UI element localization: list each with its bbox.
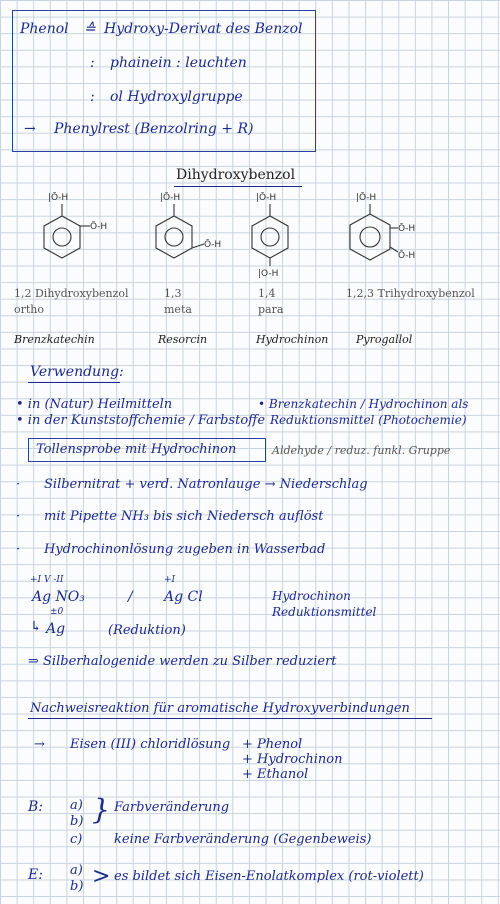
tollens-note: Aldehyde / reduz. funkl. Gruppe bbox=[272, 444, 451, 457]
step-silbernitrat: Silbernitrat + verd. Natronlauge → Niederschlag bbox=[44, 477, 368, 492]
verwendung-underline bbox=[28, 382, 120, 383]
use-heilmittel: • in (Natur) Heilmitteln bbox=[16, 397, 173, 412]
bullet-dot: · bbox=[16, 509, 21, 524]
arrow-icon: → bbox=[24, 121, 36, 137]
formula-agno3: Ag NO₃ bbox=[32, 589, 85, 605]
svg-text:|Ō-H: |Ō-H bbox=[256, 193, 277, 203]
colon-2: : bbox=[90, 89, 95, 105]
label-b: B: bbox=[28, 799, 44, 815]
use-reduktionsmittel-1: • Brenzkatechin / Hydrochinon als bbox=[258, 397, 469, 411]
label-para-position: 1,4 bbox=[258, 287, 276, 300]
angle-symbol: > bbox=[92, 864, 111, 889]
svg-text:Ō-H: Ō-H bbox=[398, 224, 416, 234]
label-ortho-position: 1,2 Dihydroxybenzol bbox=[14, 287, 129, 300]
colon-1: : bbox=[90, 55, 95, 71]
oh-top-label: |Ō-H bbox=[48, 193, 69, 203]
bullet-dot: · bbox=[16, 477, 21, 492]
step-pipette: mit Pipette NH₃ bis sich Niedersch auflöst bbox=[44, 509, 324, 524]
slash: / bbox=[128, 589, 133, 605]
reagent-text: Eisen (III) chloridlösung bbox=[70, 737, 231, 752]
label-meta-position: 1,3 bbox=[164, 287, 182, 300]
svg-text:|Ō-H: |Ō-H bbox=[356, 193, 377, 203]
oh-side-label: Ō-H bbox=[90, 222, 108, 232]
reduktionsmittel-label: Reduktionsmittel bbox=[272, 605, 377, 619]
plus-phenol: + Phenol bbox=[242, 737, 303, 752]
reduktion-label: (Reduktion) bbox=[108, 623, 186, 638]
bullet-dot: · bbox=[16, 542, 21, 557]
svg-text:|O-H: |O-H bbox=[258, 269, 279, 279]
label-ortho: ortho bbox=[14, 303, 45, 316]
brace-symbol: } bbox=[92, 793, 110, 826]
term-phenol: Phenol bbox=[20, 21, 69, 37]
b-c-text: keine Farbveränderung (Gegenbeweis) bbox=[114, 832, 372, 847]
nachweis-underline bbox=[28, 718, 432, 719]
definition-text: Hydroxy-Derivat des Benzol bbox=[104, 21, 303, 37]
section-title-verwendung: Verwendung: bbox=[30, 364, 124, 380]
name-brenzkatechin: Brenzkatechin bbox=[14, 333, 95, 346]
result-statement: ⇒ Silberhalogenide werden zu Silber reduziert bbox=[28, 654, 337, 669]
suffix-text: ol Hydroxylgruppe bbox=[110, 89, 243, 105]
hydrochinon-label: Hydrochinon bbox=[272, 589, 351, 603]
name-pyrogallol: Pyrogallol bbox=[356, 333, 413, 346]
svg-text:Ō-H: Ō-H bbox=[398, 251, 416, 261]
e-item-a: a) bbox=[70, 863, 83, 878]
b-item-b: b) bbox=[70, 814, 84, 829]
oxidation-numbers-2: +I bbox=[164, 575, 176, 585]
etymology-text: phainein : leuchten bbox=[110, 55, 247, 71]
label-meta: meta bbox=[164, 303, 192, 316]
svg-text:|Ō-H: |Ō-H bbox=[160, 193, 181, 203]
arrow-icon: → bbox=[34, 737, 45, 752]
correspond-symbol: ≙ bbox=[84, 21, 96, 37]
b-item-a: a) bbox=[70, 798, 83, 813]
b-ab-text: Farbveränderung bbox=[114, 800, 230, 815]
label-para: para bbox=[258, 303, 284, 316]
use-reduktionsmittel-2: Reduktionsmittel (Photochemie) bbox=[270, 413, 467, 427]
product-ag: Ag bbox=[46, 621, 66, 637]
molecule-pyrogallol bbox=[0, 0, 500, 300]
oxidation-zero: ±0 bbox=[50, 607, 64, 617]
name-hydrochinon: Hydrochinon bbox=[256, 333, 329, 346]
name-resorcin: Resorcin bbox=[158, 333, 208, 346]
formula-agcl: Ag Cl bbox=[164, 589, 203, 605]
use-kunststoffchemie: • in der Kunststoffchemie / Farbstoffe bbox=[16, 413, 266, 428]
svg-text:Ō-H: Ō-H bbox=[204, 240, 222, 250]
label-e: E: bbox=[28, 867, 43, 883]
plus-ethanol: + Ethanol bbox=[242, 767, 309, 782]
plus-hydrochinon: + Hydrochinon bbox=[242, 752, 343, 767]
tollens-title: Tollensprobe mit Hydrochinon bbox=[36, 442, 237, 457]
e-text: es bildet sich Eisen-Enolatkomplex (rot-violett) bbox=[114, 869, 424, 884]
b-item-c: c) bbox=[70, 832, 83, 847]
label-trihydroxy: 1,2,3 Trihydroxybenzol bbox=[346, 287, 475, 300]
e-item-b: b) bbox=[70, 879, 84, 894]
section-title-dihydroxybenzol: Dihydroxybenzol bbox=[176, 167, 296, 183]
step-hydrochinon: Hydrochinonlösung zugeben in Wasserbad bbox=[44, 542, 326, 557]
section-title-nachweis: Nachweisreaktion für aromatische Hydroxyverbindungen bbox=[30, 701, 410, 716]
oxidation-numbers-1: +I V -II bbox=[30, 575, 64, 585]
arrow-down-icon: ↳ bbox=[30, 619, 42, 635]
phenylrest-text: Phenylrest (Benzolring + R) bbox=[54, 121, 254, 137]
